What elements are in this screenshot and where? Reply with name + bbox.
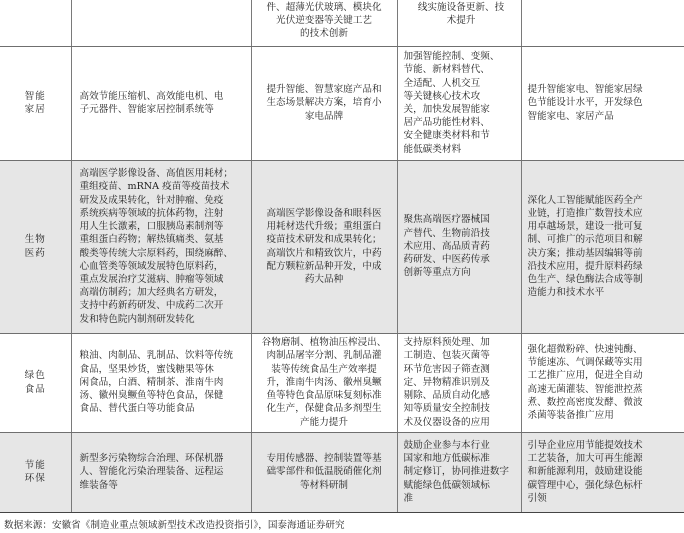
category-cell: 智能 家居	[0, 46, 71, 160]
table-row	[0, 333, 684, 432]
category-cell: 节能 环保	[0, 432, 71, 512]
equipment-cell: 鼓励企业参与本行业 国家和地方低碳标准 制定修订，协同推进数字 赋能绿色低碳领域标 准	[397, 432, 521, 512]
tech-cell: 件、超薄光伏玻璃、模块化 光伏逆变器等关键工艺 的技术创新	[251, 0, 397, 46]
equipment-cell: 聚焦高端医疗器械国 产替代、生物前沿技 术应用、高品质青药 药研发、中医药传承 创新等重点方向	[397, 160, 521, 333]
direction-cell	[521, 0, 684, 46]
products-cell: 粮油、肉制品、乳制品、饮料等传统 食品，坚果炒货，蜜饯糖果等休 闲食品，白酒、精制茶、淮南牛肉 汤、徽州臭鳜鱼等特色食品，保健 食品、替代蛋白等功能食品	[71, 333, 251, 432]
category-cell: 生物 医药	[0, 160, 71, 333]
category-cell	[0, 0, 71, 46]
table-row	[0, 46, 684, 160]
equipment-cell: 加强智能控制、变频、 节能、新材料替代、 全适配、人机交互 等关键核心技术攻 关，加快发展智能家 居产品功能性材料、 安全健康类材料和节 能低碳类材料	[397, 46, 521, 160]
tech-cell: 专用传感器、控制装置等基 础零部件和低温脱硝催化剂 等材料研制	[251, 432, 397, 512]
equipment-cell: 支持原料预处理、加 工制造、包装灭菌等 环节危害因子筛查测 定、异物精准识别及 剔除、品质自动化感 知等质量安全控制技 术及仪器设备的应用	[397, 333, 521, 432]
products-cell: 新型多污染物综合治理、环保机器 人、智能化污染治理装备、远程运 维装备等	[71, 432, 251, 512]
tech-cell: 提升智能、智慧家庭产品和 生态场景解决方案，培育小 家电品牌	[251, 46, 397, 160]
direction-cell: 强化超微粉碎、快速钝酶、 节能速冻、气调保藏等实用 工艺推广应用，促进全自动 高速无菌灌装、智能泄控蒸 煮、数控高密度发酵、微波 杀菌等装备推广应用	[521, 333, 684, 432]
tech-cell: 高端医学影像设备和眼科医 用耗材迭代升级；重组蛋白 疫苗技术研发和成果转化； 高端饮片和精致饮片，中药 配方颗粒新品种开发，中成 药大品种	[251, 160, 397, 333]
table-row	[0, 160, 684, 333]
products-cell: 高端医学影像设备、高值医用耗材； 重组疫苗、mRNA 疫苗等疫苗技术 研发及成果转化，针对肿瘤、免疫 系统疾病等领域的抗体药物，注射 用人生长激素，口服胰岛素制剂等 重组蛋白药物；解热镇痛类、氨基 酸类等传统大宗原料药，围绕麻醉、 心血管类等领域发展特色原料药， 重点发展治疗艾滋病、肿瘤等领域 高端仿制药；加大经典名方研发， 支持中药新药研发、中成药二次开 发和特色院内制剂研发转化	[71, 160, 251, 333]
category-cell: 绿色 食品	[0, 333, 71, 432]
direction-cell: 深化人工智能赋能医药全产 业链，打造推广数智技术应 用卓越场景，建设一批可复 制、可推广的示范项目和解 决方案；推动基因编辑等前 沿技术应用，提升原料药绿 色生产、绿色酶法合成等制 造能力和技术水平	[521, 160, 684, 333]
table-row	[0, 432, 684, 512]
products-cell: 高效节能压缩机、高效能电机、电 子元器件、智能家居控制系统等	[71, 46, 251, 160]
equipment-cell: 线实施设备更新、技 术提升	[397, 0, 521, 46]
direction-cell: 提升智能家电、智能家居绿 色节能设计水平，开发绿色 智能家电、家居产品	[521, 46, 684, 160]
table-row	[0, 0, 684, 46]
source-note: 数据来源：安徽省《制造业重点领域新型技术改造投资指引》，国泰海通证券研究	[4, 520, 345, 531]
products-cell	[71, 0, 251, 46]
direction-cell: 引导企业应用节能提效技术 工艺装备，加大可再生能源 和新能源利用，鼓励建设能 碳管理中心，强化绿色标杆 引领	[521, 432, 684, 512]
tech-cell: 谷物磨制、植物油压榨浸出、 肉制品屠宰分割、乳制品灌 装等传统食品生产效率提 升，淮南牛肉汤、徽州臭鳜 鱼等特色食品原味复刻标准 化生产，保健食品多剂型生 产能力提升	[251, 333, 397, 432]
